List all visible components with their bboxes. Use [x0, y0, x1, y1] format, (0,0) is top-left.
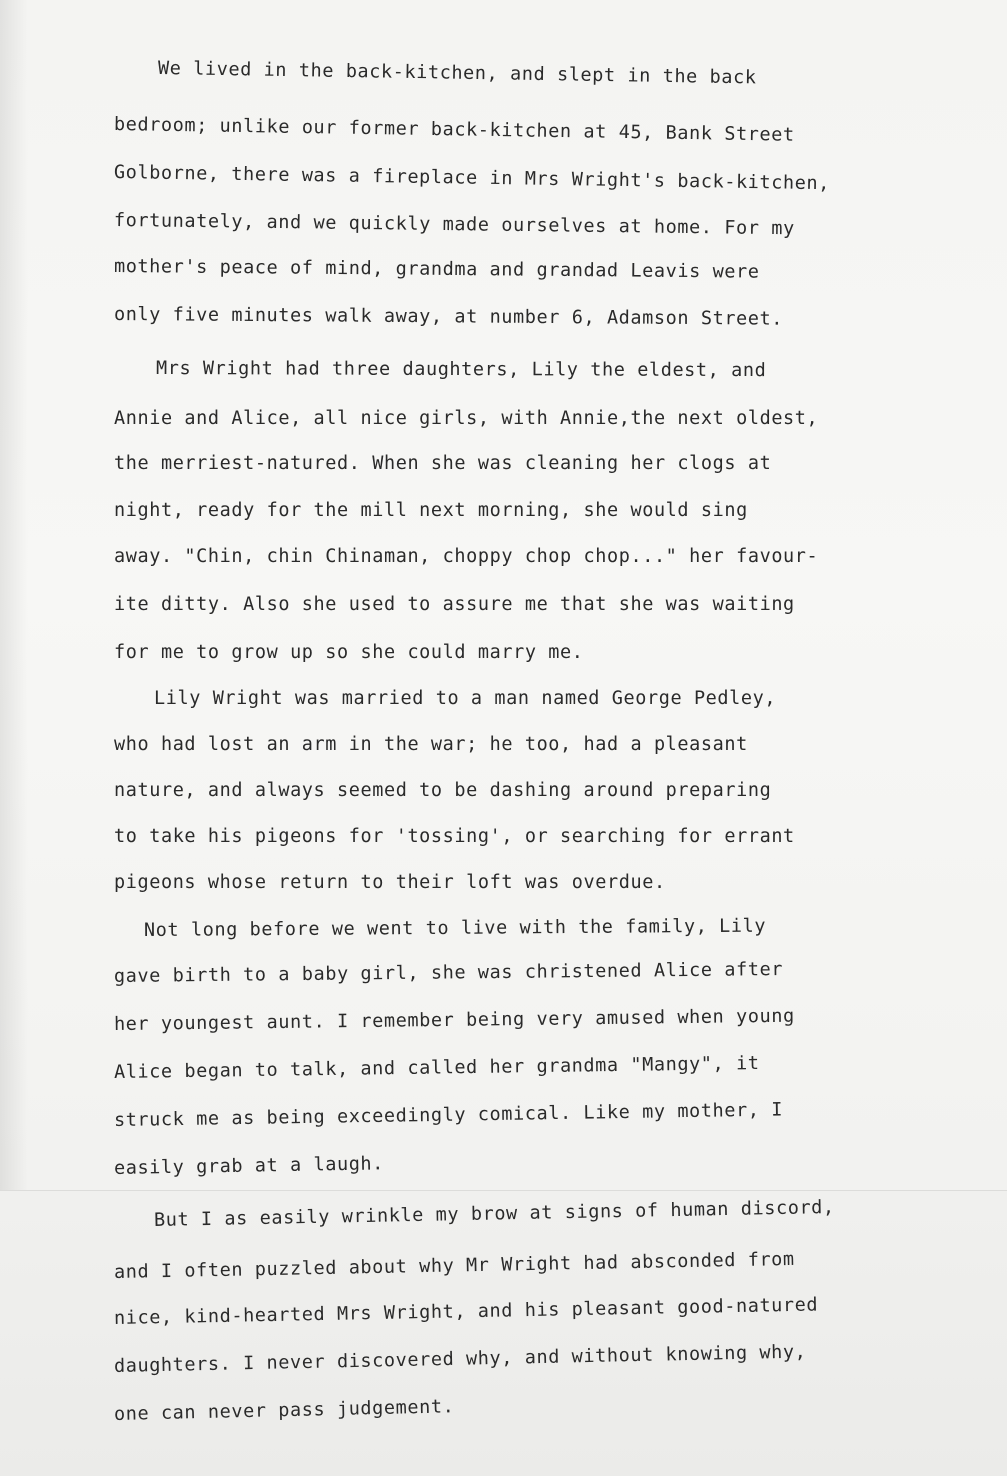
text-line: ite ditty. Also she used to assure me that she was waiting — [114, 594, 795, 615]
lower-sheet-overlap — [0, 1190, 1007, 1476]
text-line: Not long before we went to live with the family, Lily — [143, 915, 767, 941]
text-line: Lily Wright was married to a man named George Pedley, — [154, 688, 777, 709]
text-line: daughters. I never discovered why, and without knowing why, — [113, 1341, 807, 1377]
text-line: only five minutes walk away, at number 6, Adamson Street. — [113, 304, 784, 330]
text-line: one can never pass judgement. — [113, 1396, 455, 1425]
text-line: gave birth to a baby girl, she was christened Alice after — [113, 958, 784, 987]
text-line: her youngest aunt. I remember being very amused when young — [113, 1005, 795, 1035]
text-line: bedroom; unlike our former back-kitchen at 45, Bank Street — [113, 114, 795, 146]
text-line: Golborne, there was a fireplace in Mrs Wright's back-kitchen, — [113, 162, 831, 195]
text-line: We lived in the back-kitchen, and slept in the back — [157, 58, 757, 89]
text-line: Mrs Wright had three daughters, Lily the eldest, and — [155, 358, 767, 382]
text-line: away. "Chin, chin Chinaman, choppy chop chop..." her favour- — [114, 546, 819, 567]
text-line: pigeons whose return to their loft was overdue. — [114, 872, 666, 893]
text-line: nature, and always seemed to be dashing around preparing — [114, 780, 772, 801]
text-line: and I often puzzled about why Mr Wright had absconded from — [113, 1248, 795, 1283]
text-line: night, ready for the mill next morning, she would sing — [114, 500, 748, 521]
text-line: who had lost an arm in the war; he too, had a pleasant — [114, 734, 748, 755]
text-line: the merriest-natured. When she was cleaning her clogs at — [114, 453, 772, 474]
text-line: struck me as being exceedingly comical. Like my mother, I — [113, 1099, 784, 1131]
text-line: fortunately, and we quickly made ourselves at home. For my — [113, 210, 795, 240]
text-line: But I as easily wrinkle my brow at signs of human discord, — [153, 1196, 835, 1231]
text-line: for me to grow up so she could marry me. — [114, 642, 584, 663]
text-line: Alice began to talk, and called her grandma "Mangy", it — [113, 1052, 760, 1083]
text-line: to take his pigeons for 'tossing', or searching for errant — [114, 826, 795, 847]
text-line: mother's peace of mind, grandma and grandad Leavis were — [113, 256, 760, 283]
text-line: easily grab at a laugh. — [113, 1153, 385, 1179]
text-line: nice, kind-hearted Mrs Wright, and his pleasant good-natured — [113, 1294, 819, 1329]
text-line: Annie and Alice, all nice girls, with Annie,the next oldest, — [114, 408, 819, 429]
